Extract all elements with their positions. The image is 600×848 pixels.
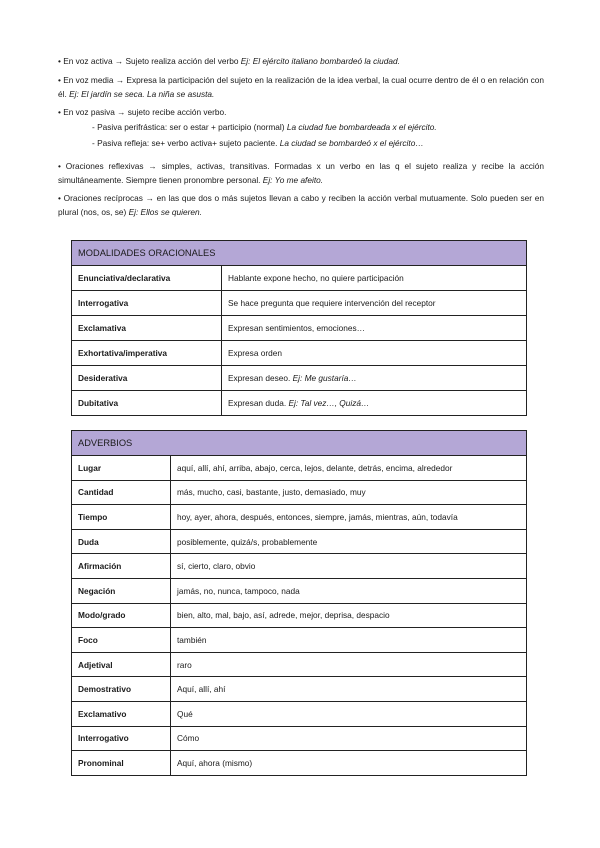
bullet-example: Ej: Yo me afeito. xyxy=(262,174,324,185)
adverbios-table xyxy=(71,430,527,776)
row-label: Adjetival xyxy=(72,652,171,677)
row-value: Cómo xyxy=(171,726,527,751)
table-row xyxy=(72,480,527,505)
row-label: Interrogativo xyxy=(72,726,171,751)
row-value: raro xyxy=(171,652,527,677)
row-value: sí, cierto, claro, obvio xyxy=(171,554,527,579)
row-value: Aquí, allí, ahí xyxy=(171,677,527,702)
row-value: aquí, allí, ahí, arriba, abajo, cerca, lejos, delante, detrás, encima, alrededor xyxy=(171,456,527,481)
row-label: Enunciativa/declarativa xyxy=(72,266,222,291)
row-value xyxy=(222,391,527,416)
bullet-text: • En voz activa → Sujeto realiza acción del verbo xyxy=(58,56,241,66)
row-label: Modo/grado xyxy=(72,603,171,628)
row-label: Afirmación xyxy=(72,554,171,579)
bullet-example: Ej: Ellos se quieren. xyxy=(128,206,202,217)
table-row xyxy=(72,456,527,481)
table-row xyxy=(72,529,527,554)
bullet-text: • Oraciones reflexivas → simples, activas, transitivas. Formadas x un verbo en las q el sujeto realiza y recibe la acción simultáneamente. Siempre tienen pronombre personal. xyxy=(58,161,544,185)
table-row xyxy=(72,603,527,628)
row-label: Negación xyxy=(72,578,171,603)
row-value: hoy, ayer, ahora, después, entonces, siempre, jamás, mientras, aún, todavía xyxy=(171,505,527,530)
row-label: Lugar xyxy=(72,456,171,481)
row-value: más, mucho, casi, bastante, justo, demasiado, muy xyxy=(171,480,527,505)
row-label: Cantidad xyxy=(72,480,171,505)
table-row xyxy=(72,578,527,603)
table-row xyxy=(72,554,527,579)
sub-bullet-pasiva-refleja xyxy=(92,137,542,151)
bullet-oraciones-reciprocas xyxy=(58,192,544,219)
row-value xyxy=(222,266,527,291)
row-text: Expresa orden xyxy=(228,348,282,358)
row-value xyxy=(222,316,527,341)
sub-bullet-pasiva-perifrastica xyxy=(92,121,542,135)
row-text: Hablante expone hecho, no quiere participación xyxy=(228,273,404,283)
row-text: Expresan sentimientos, emociones… xyxy=(228,323,365,333)
row-label: Interrogativa xyxy=(72,291,222,316)
row-text: Se hace pregunta que requiere intervención del receptor xyxy=(228,298,436,308)
row-value: bien, alto, mal, bajo, así, adrede, mejor, deprisa, despacio xyxy=(171,603,527,628)
row-label: Tiempo xyxy=(72,505,171,530)
row-value: Qué xyxy=(171,701,527,726)
table-row xyxy=(72,266,527,291)
row-text: Expresan deseo. xyxy=(228,373,293,383)
table-row xyxy=(72,505,527,530)
bullet-oraciones-reflexivas xyxy=(58,160,544,187)
bullet-text: • En voz pasiva → sujeto recibe acción verbo. xyxy=(58,107,227,117)
row-label: Pronominal xyxy=(72,751,171,776)
table-header-row xyxy=(72,241,527,266)
modalidades-title: MODALIDADES ORACIONALES xyxy=(72,241,527,266)
row-value xyxy=(222,341,527,366)
table-row xyxy=(72,726,527,751)
row-example: Ej: Tal vez…, Quizá… xyxy=(288,398,370,408)
row-value: jamás, no, nunca, tampoco, nada xyxy=(171,578,527,603)
table-row xyxy=(72,341,527,366)
table-row xyxy=(72,316,527,341)
bullet-text: • Oraciones recíprocas → en las que dos o más sujetos llevan a cabo y reciben la acción verbal mutuamente. Solo pueden ser en plural (nos, os, se) xyxy=(58,193,544,217)
row-value: posiblemente, quizá/s, probablemente xyxy=(171,529,527,554)
sub-bullet-text: - Pasiva refleja: se+ verbo activa+ sujeto paciente. xyxy=(92,138,280,148)
row-example: Ej: Me gustaría… xyxy=(292,373,357,383)
row-label: Exclamativa xyxy=(72,316,222,341)
sub-bullet-example: La ciudad se bombardeó x el ejército… xyxy=(279,138,424,148)
table-header-row xyxy=(72,431,527,456)
bullet-text: • En voz media → Expresa la participación del sujeto en la realización de la idea verbal, la cual ocurre dentro de él o en relación con él. xyxy=(58,75,544,99)
row-value xyxy=(222,366,527,391)
sub-bullet-example: La ciudad fue bombardeada x el ejército. xyxy=(286,122,437,132)
bullet-voz-pasiva xyxy=(58,106,544,120)
adverbios-title: ADVERBIOS xyxy=(72,431,527,456)
row-text: Expresan duda. xyxy=(228,398,289,408)
bullet-example: Ej: El ejército italiano bombardeó la ciudad. xyxy=(240,56,400,66)
table-row xyxy=(72,701,527,726)
row-label: Duda xyxy=(72,529,171,554)
table-row xyxy=(72,391,527,416)
row-label: Demostrativo xyxy=(72,677,171,702)
bullet-voz-activa xyxy=(58,55,544,69)
modalidades-table xyxy=(71,240,527,416)
row-value xyxy=(222,291,527,316)
table-row xyxy=(72,677,527,702)
row-label: Foco xyxy=(72,628,171,653)
table-row xyxy=(72,291,527,316)
row-label: Exclamativo xyxy=(72,701,171,726)
table-row xyxy=(72,652,527,677)
sub-bullet-text: - Pasiva perifrástica: ser o estar + participio (normal) xyxy=(92,122,287,132)
table-row xyxy=(72,751,527,776)
row-label: Desiderativa xyxy=(72,366,222,391)
row-value: Aquí, ahora (mismo) xyxy=(171,751,527,776)
table-row xyxy=(72,366,527,391)
row-label: Dubitativa xyxy=(72,391,222,416)
row-value: también xyxy=(171,628,527,653)
bullet-example: Ej: El jardín se seca. La niña se asusta. xyxy=(69,88,215,99)
bullet-voz-media xyxy=(58,74,544,101)
table-row xyxy=(72,628,527,653)
row-label: Exhortativa/imperativa xyxy=(72,341,222,366)
